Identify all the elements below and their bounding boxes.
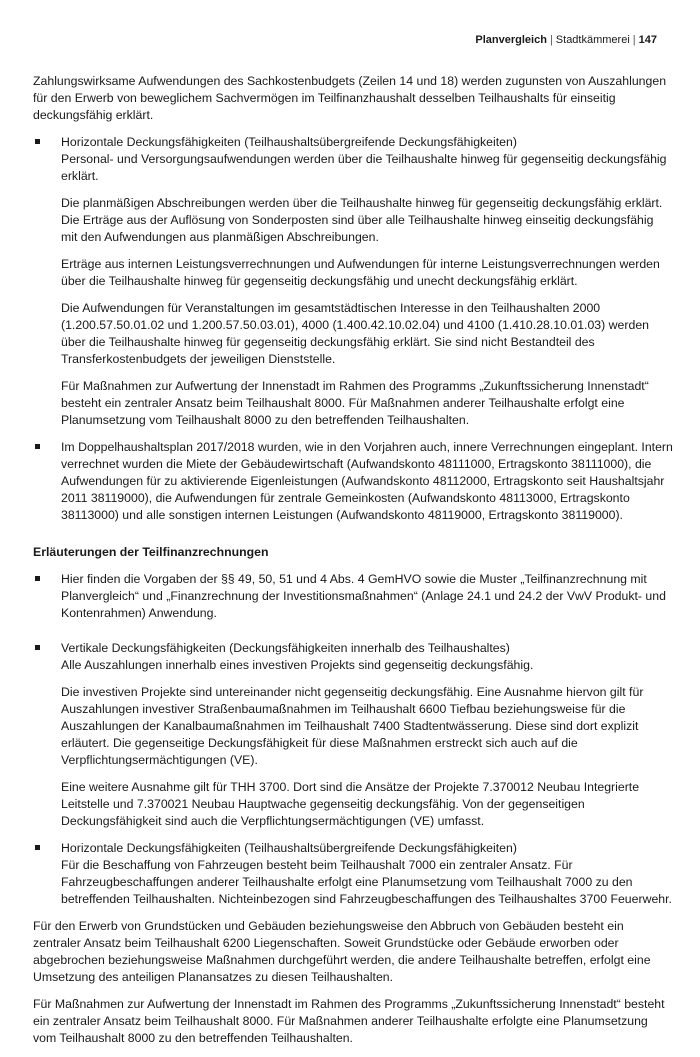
paragraph-thh-3700: Eine weitere Ausnahme gilt für THH 3700. Dort sind die Ansätze der Projekte 7.370012 Neubau Integrierte Leitstelle und 7.370021 Neubau Hauptwache gegenseitig deckungsfähig. Von der gegenseitigen Deckungsfähigkeit sind auch die Verpflichtungsermächtigungen (VE) umfasst. xyxy=(61,780,640,828)
page-header xyxy=(475,33,657,47)
bullet-horizontal-1 xyxy=(33,134,673,185)
bullet-title: Horizontale Deckungsfähigkeiten (Teilhaushaltsübergreifende Deckungsfähigkeiten) xyxy=(61,841,517,855)
section-heading: Erläuterungen der Teilfinanzrechnungen xyxy=(33,545,269,559)
bullet-horizontal-2 xyxy=(33,840,673,908)
header-separator: | xyxy=(549,34,553,46)
bullet-vertikal xyxy=(33,640,673,674)
header-section: Planvergleich xyxy=(475,34,547,46)
page-number: 147 xyxy=(638,34,657,46)
bullet-text: Personal- und Versorgungsaufwendungen werden über die Teilhaushalte hinweg für gegenseitig deckungsfähig erklärt. xyxy=(61,152,667,183)
paragraph-grundstuecke: Für den Erwerb von Grundstücken und Gebäuden beziehungsweise den Abbruch von Gebäuden besteht ein zentraler Ansatz beim Teilhaushalt 6200 Liegenschaften. Soweit Grundstücke oder Gebäude erworben oder abgebrochen beziehungsweise Maßnahmen durchgeführt werden, die andere Teilhaushalte betreffen, erfolgt eine Umsetzung des anteiligen Planansatzes zu diesen Teilhaushalten. xyxy=(33,919,651,984)
spacer xyxy=(33,632,673,640)
paragraph-veranstaltungen: Die Aufwendungen für Veranstaltungen im gesamtstädtischen Interesse in den Teilhaushalten 2000 (1.200.57.50.01.02 und 1.200.57.50.03.01), 4000 (1.400.42.10.02.04) und 4100 (1.410.28.10.01.03) werden über die Teilhaushalte hinweg für gegenseitig deckungsfähig erklärt. Sie sind nicht Bestandteil des Transferkostenbudgets der jeweiligen Dienststelle. xyxy=(61,301,649,366)
header-separator-2: | xyxy=(632,34,636,46)
document-body xyxy=(33,73,673,1057)
paragraph-innenstadt-2: Für Maßnahmen zur Aufwertung der Innenstadt im Rahmen des Programms „Zukunftssicherung Innenstadt“ besteht ein zentraler Ansatz beim Teilhaushalt 8000. Für Maßnahmen anderer Teilhaushalte erfolgte eine Planumsetzung vom Teilhaushalt 8000 zu den betreffenden Teilhaushalten. xyxy=(33,997,665,1045)
bullet-text: Hier finden die Vorgaben der §§ 49, 50, 51 und 4 Abs. 4 GemHVO sowie die Muster „Teilfinanzrechnung mit Planvergleich“ und „Finanzrechnung der Investitionsmaßnahmen“ (Anlage 24.1 und 24.2 der VwV Produkt- und Kontenrahmen) Anwendung. xyxy=(61,572,666,620)
bullet-text: Für die Beschaffung von Fahrzeugen besteht beim Teilhaushalt 7000 ein zentraler Ansatz. Für Fahrzeugbeschaffungen anderer Teilhaushalte erfolgt eine Planumsetzung vom Teilhaushalt 7000 zu den betreffenden Teilhaushalten. Nichteinbezogen sind Fahrzeugbeschaffungen des Teilhaushaltes 3700 Feuerwehr. xyxy=(61,858,672,906)
bullet-text: Im Doppelhaushaltsplan 2017/2018 wurden, wie in den Vorjahren auch, innere Verrechnungen eingeplant. Intern verrechnet wurden die Miete der Gebäudewirtschaft (Aufwandskonto 48111000, Ertragskonto 38111000), die Aufwendungen für zu aktivierende Eigenleistungen (Aufwandskonto 48112000, Ertragskonto seit Haushaltsjahr 2011 38119000), die Aufwendungen für zentrale Gemeinkosten (Aufwandskonto 48113000, Ertragskonto 38113000) und alle sonstigen internen Leistungen (Aufwandskonto 48119000, Ertragskonto 38119000). xyxy=(61,440,673,522)
paragraph-abschreibungen: Die planmäßigen Abschreibungen werden über die Teilhaushalte hinweg für gegenseitig deckungsfähig erklärt. Die Erträge aus der Auflösung von Sonderposten sind über alle Teilhaushalte hinweg einseitig deckungsfähig mit den Aufwendungen aus planmäßigen Abschreibungen. xyxy=(61,196,663,244)
bullet-title: Vertikale Deckungsfähigkeiten (Deckungsfähigkeiten innerhalb des Teilhaushaltes) xyxy=(61,641,510,655)
header-department: Stadtkämmerei xyxy=(555,34,630,46)
paragraph-innenstadt-1: Für Maßnahmen zur Aufwertung der Innenstadt im Rahmen des Programms „Zukunftssicherung Innenstadt“ besteht ein zentraler Ansatz beim Teilhaushalt 8000. Für Maßnahmen anderer Teilhaushalte erfolgt eine Planumsetzung vom Teilhaushalt 8000 zu den betreffenden Teilhaushalten. xyxy=(61,379,649,427)
bullet-text: Alle Auszahlungen innerhalb eines investiven Projekts sind gegenseitig deckungsfähig. xyxy=(61,658,534,672)
paragraph-investive-projekte: Die investiven Projekte sind untereinander nicht gegenseitig deckungsfähig. Eine Ausnahme hiervon gilt für Auszahlungen investiver Straßenbaumaßnahmen im Teilhaushalt 6600 Tiefbau beziehungsweise für die Auszahlungen der Kanalbaumaßnahmen im Teilhaushalt 7400 Stadtentwässerung. Diese sind dort explizit erläutert. Die gegenseitige Deckungsfähigkeit für diese Maßnahmen erstreckt sich auch auf die Verpflichtungsermächtigungen (VE). xyxy=(61,685,644,767)
paragraph-leistungsverrechnungen: Erträge aus internen Leistungsverrechnungen und Aufwendungen für interne Leistungsverrechnungen werden über die Teilhaushalte hinweg für gegenseitig deckungsfähig und unecht deckungsfähig erklärt. xyxy=(61,257,660,288)
intro-paragraph: Zahlungswirksame Aufwendungen des Sachkostenbudgets (Zeilen 14 und 18) werden zugunsten von Auszahlungen für den Erwerb von beweglichem Sachvermögen im Teilfinanzhaushalt desselben Teilhaushalts für einseitig deckungsfähig erklärt. xyxy=(33,74,667,122)
bullet-title: Horizontale Deckungsfähigkeiten (Teilhaushaltsübergreifende Deckungsfähigkeiten) xyxy=(61,135,517,149)
bullet-doppelhaushalt xyxy=(33,439,673,524)
bullet-vorgaben xyxy=(33,571,673,622)
